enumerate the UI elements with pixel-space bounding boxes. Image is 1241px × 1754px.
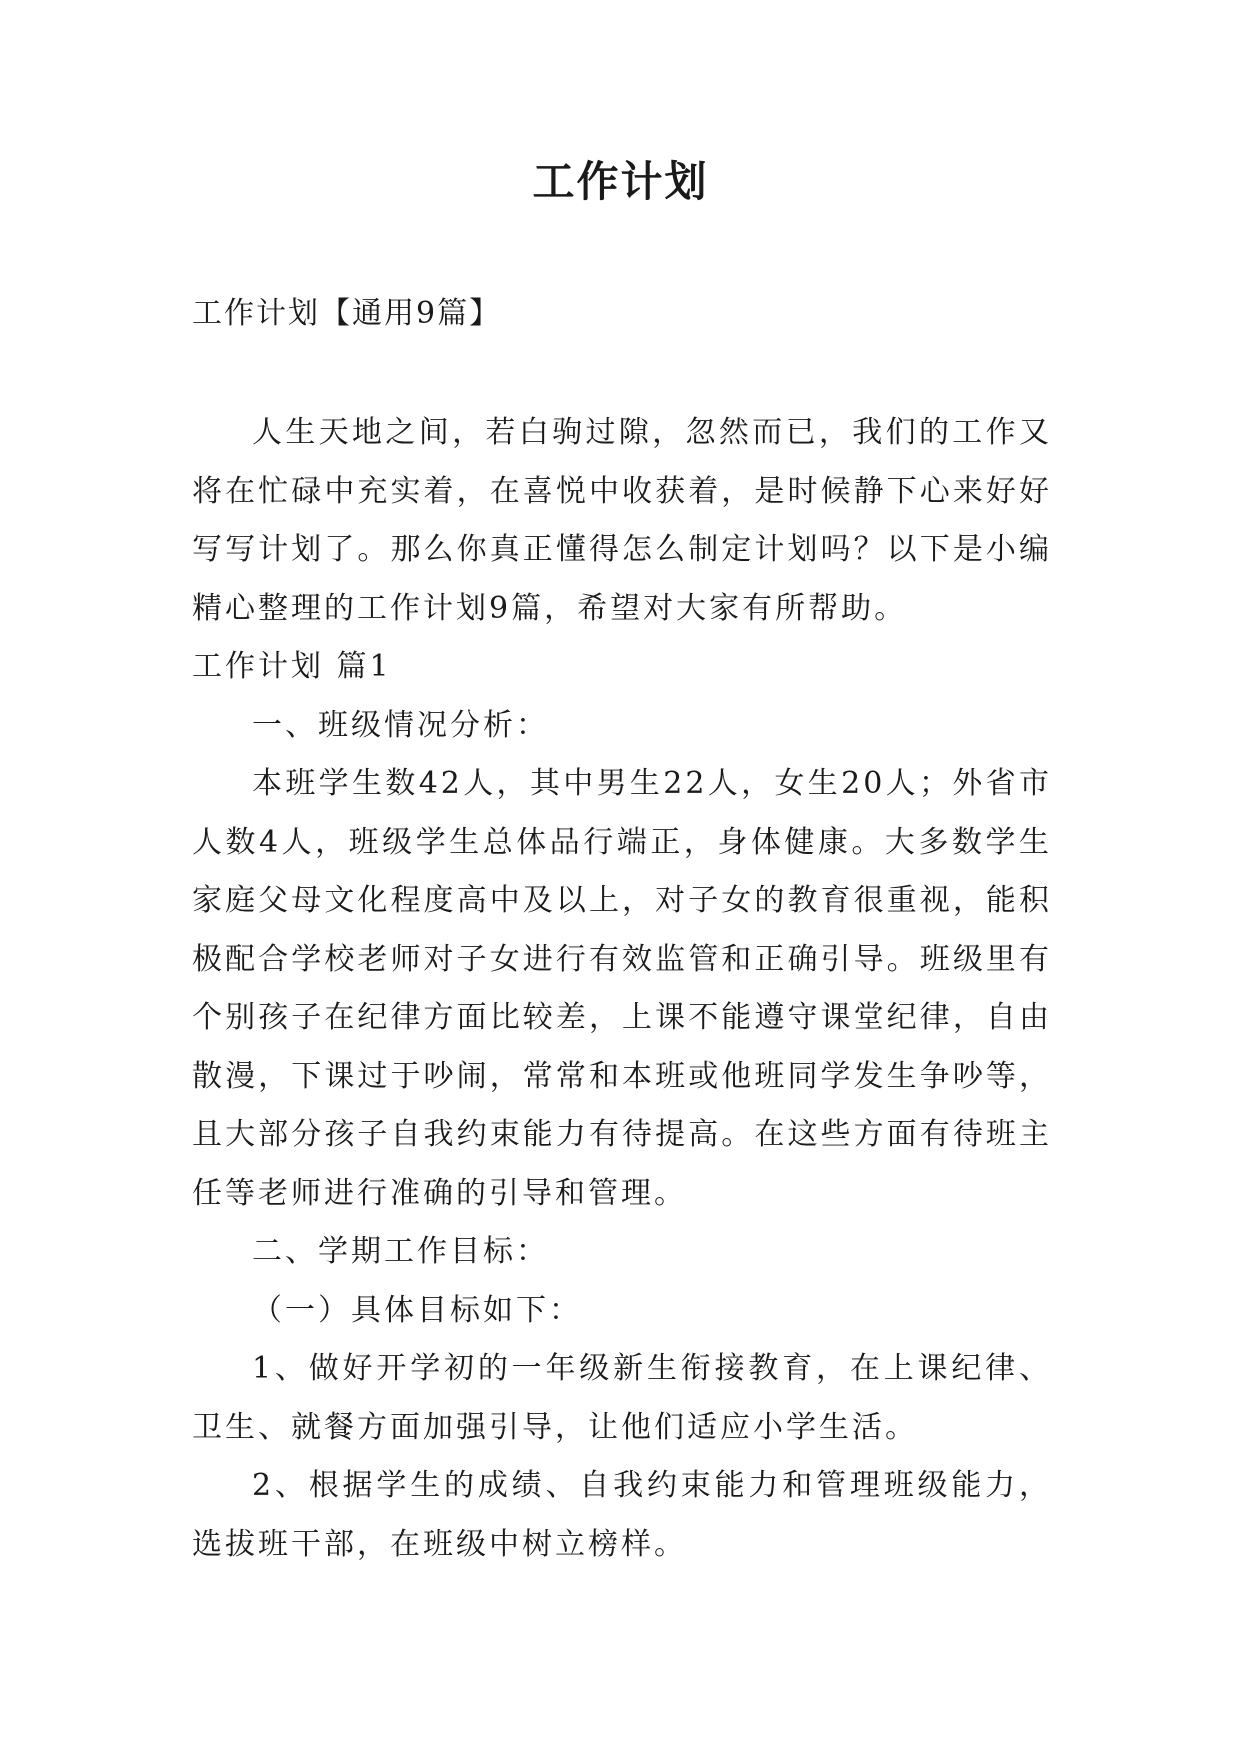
document-title: 工作计划 bbox=[532, 157, 709, 206]
list-item: 1、做好开学初的一年级新生衔接教育，在上课纪律、卫生、就餐方面加强引导，让他们适应小学生活。 bbox=[192, 1351, 1052, 1445]
list-heading: （一）具体目标如下： bbox=[252, 1292, 582, 1328]
section-heading: 工作计划 篇1 bbox=[192, 649, 392, 684]
document-subtitle: 工作计划【通用9篇】 bbox=[192, 296, 502, 331]
subsection-heading: 二、学期工作目标： bbox=[252, 1234, 549, 1269]
document-body bbox=[192, 404, 1052, 1574]
list-item: 2、根据学生的成绩、自我约束能力和管理班级能力，选拔班干部，在班级中树立榜样。 bbox=[192, 1468, 1052, 1562]
body-paragraph: 本班学生数42人，其中男生22人，女生20人；外省市人数4人，班级学生总体品行端正，身体健康。大多数学生家庭父母文化程度高中及以上，对子女的教育很重视，能积极配合学校老师对子女进行有效监管和正确引导。班级里有个别孩子在纪律方面比较差，上课不能遵守课堂纪律，自由散漫，下课过于吵闹，常常和本班或他班同学发生争吵等，且大部分孩子自我约束能力有待提高。在这些方面有待班主任等老师进行准确的引导和管理。 bbox=[192, 766, 1052, 1211]
intro-paragraph: 人生天地之间，若白驹过隙，忽然而已，我们的工作又将在忙碌中充实着，在喜悦中收获着，是时候静下心来好好写写计划了。那么你真正懂得怎么制定计划吗？以下是小编精心整理的工作计划9篇，希望对大家有所帮助。 bbox=[192, 415, 1052, 626]
subsection-heading: 一、班级情况分析： bbox=[252, 707, 549, 743]
